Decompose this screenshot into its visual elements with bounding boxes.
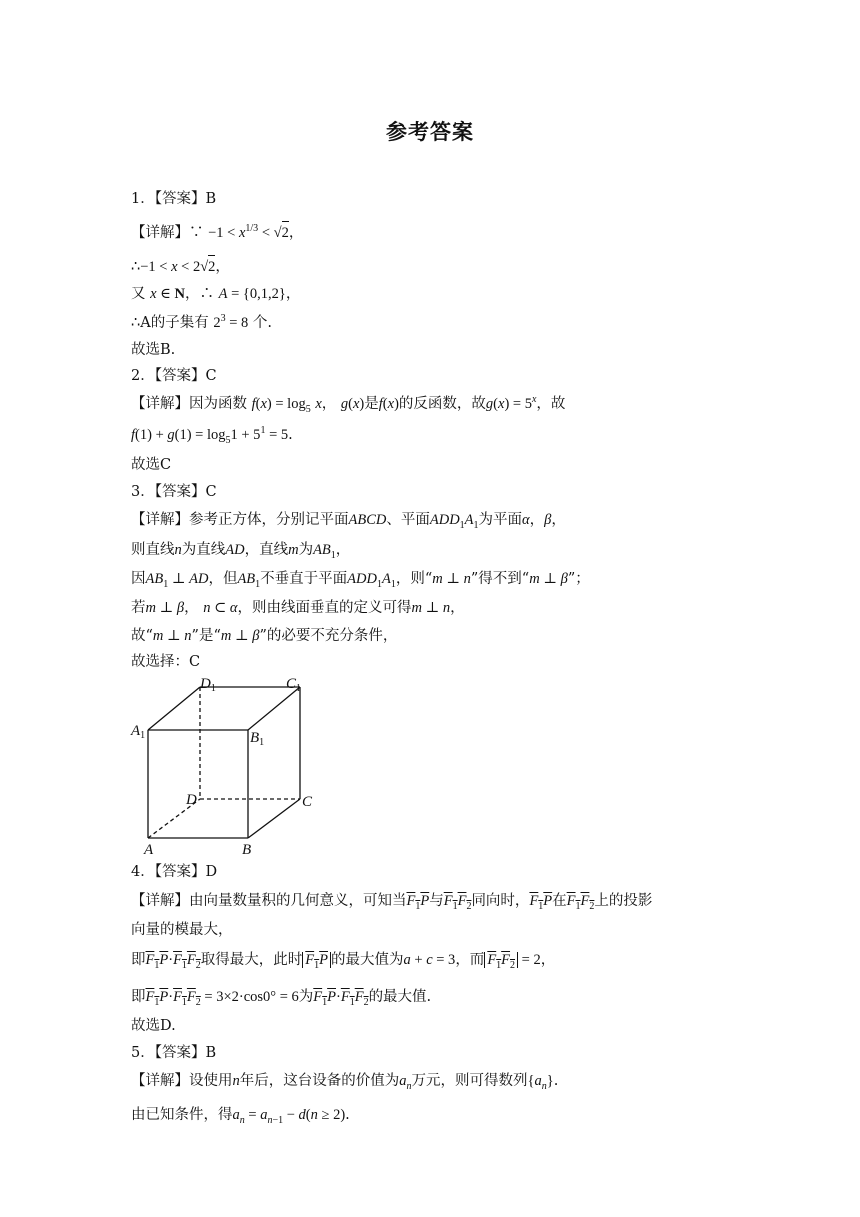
- label-B1: $B_1$: [250, 730, 265, 748]
- q1-detail-line3: 又 x ∈ N，∴ A = {0,1,2}，: [131, 286, 301, 302]
- q3-detail-line1: 【详解】参考正方体，分别记平面ABCD、平面$ADD_1A_1$为平面α，β，: [131, 512, 566, 531]
- q1-detail-line1: 【详解】∵ $-1 < x^{1/3} < √2$，: [131, 221, 303, 243]
- q1-answer: 1．【答案】B: [131, 191, 217, 207]
- label-D: D: [186, 792, 197, 808]
- q4-conclusion: 故选D.: [131, 1018, 176, 1034]
- q2-detail-line2: $f(1) + g(1) = \log_51 + 5^1 = 5$.: [131, 425, 293, 446]
- label-B: B: [242, 842, 252, 858]
- q3-answer: 3．【答案】C: [131, 484, 217, 500]
- q3-detail-line5: 故“m ⊥ n”是“m ⊥ β”的必要不充分条件，: [131, 628, 398, 644]
- q3-detail-line3: 因$AB_1$ ⊥ AD，但$AB_1$不垂直于平面$ADD_1A_1$，则“m ⊥ n”得不到“m ⊥ β”；: [131, 571, 590, 590]
- q1-conclusion: 故选B.: [131, 342, 176, 358]
- q5-detail-line2: 由已知条件，得$a_n = a_{n-1} - d(n \ge 2)$.: [131, 1107, 350, 1126]
- label-C1: $C_1$: [286, 676, 302, 694]
- q5-detail-line1: 【详解】设使用n年后，这台设备的价值为$a_n$万元，则可得数列$\{a_n\}$.: [131, 1073, 559, 1092]
- q4-answer: 4．【答案】D: [131, 864, 218, 880]
- q4-detail-line1: 【详解】由向量数量积的几何意义，可知当$F_1P$与$F_1F_2$同向时，$F_1P$在$F_1F_2$上的投影: [131, 893, 653, 912]
- q4-detail-line4: 即$F_1P\cdot F_1F_2 = 3\times 2\cdot\cos 0^\circ = 6$为$F_1P\cdot F_1F_2$的最大值.: [131, 989, 432, 1008]
- label-D1: $D_1$: [200, 676, 216, 694]
- q2-answer: 2．【答案】C: [131, 368, 217, 384]
- q1-detail-line2: ∴−1 < x < 2√2，: [131, 255, 230, 277]
- label-A1: $A_1$: [131, 723, 146, 741]
- q4-detail-line3: 即$F_1P\cdot F_1F_2$取得最大，此时 $F_1P$ 的最大值为a + c = 3，而 $F_1F_2 = 2$，: [131, 952, 556, 971]
- label-A: A: [144, 842, 154, 858]
- q2-detail-line1: 【详解】因为函数 $f(x) = \log_5 x$， g(x)是f(x)的反函数，故$g(x) = 5^x$，故: [131, 394, 566, 415]
- q1-detail-line4: ∴A的子集有 $2^3 = 8$ 个.: [131, 313, 272, 331]
- q2-conclusion: 故选C: [131, 457, 172, 473]
- q5-answer: 5．【答案】B: [131, 1045, 217, 1061]
- q4-detail-line2: 向量的模最大，: [131, 922, 233, 938]
- cube-figure: [128, 672, 328, 862]
- q3-detail-line4: 若m ⊥ β， n ⊂ α，则由线面垂直的定义可得m ⊥ n，: [131, 600, 465, 616]
- page-title: 参考答案: [386, 120, 474, 144]
- q3-detail-line2: 则直线n为直线AD，直线m为$AB_1$，: [131, 542, 351, 561]
- label-C: C: [302, 794, 313, 810]
- q3-conclusion: 故选择：C: [131, 654, 201, 670]
